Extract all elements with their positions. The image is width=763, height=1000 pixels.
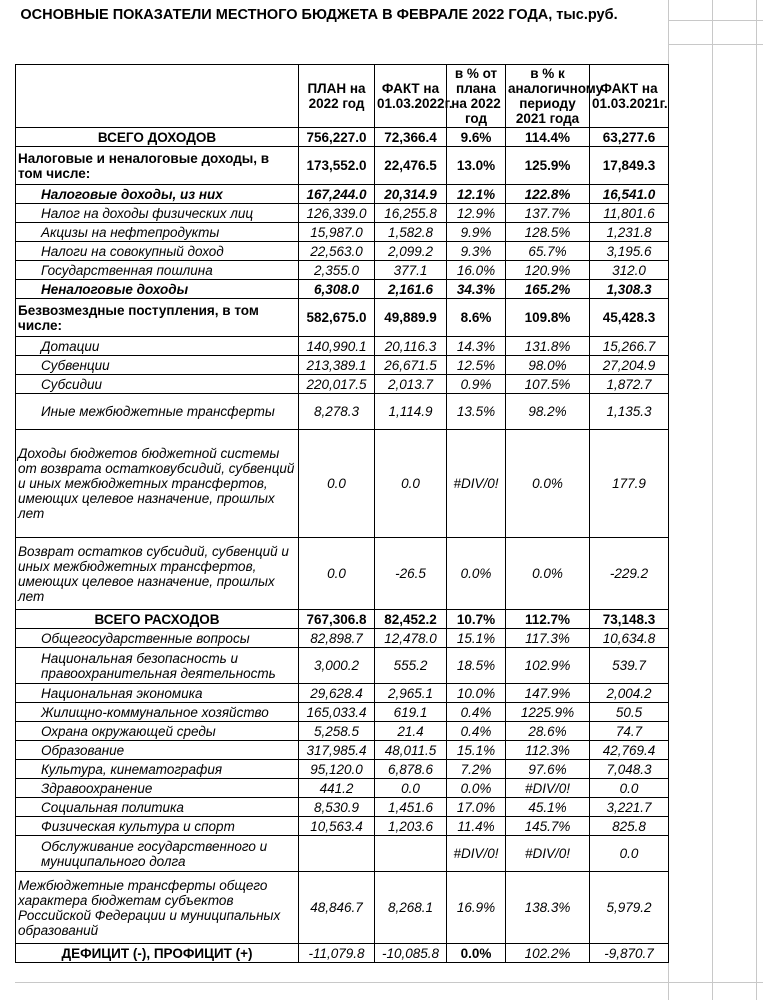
cell-pct-prev: 98.2%: [506, 394, 590, 430]
cell-plan: 165,033.4: [299, 703, 375, 722]
cell-pct-plan: 16.0%: [447, 261, 506, 280]
cell-fact-prev: 50.5: [590, 703, 669, 722]
cell-fact: 555.2: [375, 648, 447, 684]
cell-fact-prev: 17,849.3: [590, 147, 669, 185]
cell-plan: 15,987.0: [299, 223, 375, 242]
table-row: [16, 722, 669, 741]
table-header-row: [16, 65, 669, 128]
cell-fact-prev: 74.7: [590, 722, 669, 741]
table-row: [16, 147, 669, 185]
cell-pct-plan: 11.4%: [447, 817, 506, 836]
cell-pct-prev: 125.9%: [506, 147, 590, 185]
cell-fact: 2,161.6: [375, 280, 447, 299]
table-row: [16, 798, 669, 817]
cell-fact: 1,114.9: [375, 394, 447, 430]
cell-fact: 22,476.5: [375, 147, 447, 185]
cell-fact: -26.5: [375, 538, 447, 610]
cell-fact-prev: 45,428.3: [590, 299, 669, 337]
table-row: [16, 836, 669, 872]
cell-pct-prev: 147.9%: [506, 684, 590, 703]
cell-fact-prev: -9,870.7: [590, 944, 669, 963]
cell-plan: [299, 836, 375, 872]
cell-fact-prev: 73,148.3: [590, 610, 669, 629]
cell-plan: 10,563.4: [299, 817, 375, 836]
cell-plan: 8,530.9: [299, 798, 375, 817]
cell-fact-prev: 10,634.8: [590, 629, 669, 648]
cell-fact: 2,099.2: [375, 242, 447, 261]
cell-fact: 1,451.6: [375, 798, 447, 817]
cell-fact-prev: 0.0: [590, 779, 669, 798]
cell-pct-plan: #DIV/0!: [447, 836, 506, 872]
cell-fact-prev: 16,541.0: [590, 185, 669, 204]
table-row: [16, 741, 669, 760]
cell-fact: 48,011.5: [375, 741, 447, 760]
cell-pct-prev: 137.7%: [506, 204, 590, 223]
row-label: Иные межбюджетные трансферты: [16, 394, 299, 430]
cell-fact-prev: 1,872.7: [590, 375, 669, 394]
cell-fact: 20,314.9: [375, 185, 447, 204]
table-row: [16, 538, 669, 610]
table-row: [16, 375, 669, 394]
cell-pct-plan: 17.0%: [447, 798, 506, 817]
cell-fact: 8,268.1: [375, 872, 447, 944]
row-label: Физическая культура и спорт: [16, 817, 299, 836]
cell-fact-prev: -229.2: [590, 538, 669, 610]
cell-pct-prev: 112.7%: [506, 610, 590, 629]
header-cell-pct-plan: в % от плана на 2022 год: [447, 65, 506, 128]
row-label: ВСЕГО РАСХОДОВ: [16, 610, 299, 629]
cell-plan: 441.2: [299, 779, 375, 798]
table-row: [16, 684, 669, 703]
table-row: [16, 128, 669, 147]
grid-line: [756, 0, 757, 1000]
cell-pct-prev: 128.5%: [506, 223, 590, 242]
cell-fact-prev: 3,195.6: [590, 242, 669, 261]
header-cell-plan: ПЛАН на 2022 год: [299, 65, 375, 128]
cell-plan: 29,628.4: [299, 684, 375, 703]
cell-plan: 8,278.3: [299, 394, 375, 430]
cell-pct-plan: #DIV/0!: [447, 430, 506, 538]
cell-fact-prev: 27,204.9: [590, 356, 669, 375]
cell-plan: 126,339.0: [299, 204, 375, 223]
table-row: [16, 337, 669, 356]
cell-pct-prev: 122.8%: [506, 185, 590, 204]
table-row: [16, 629, 669, 648]
cell-pct-prev: 98.0%: [506, 356, 590, 375]
cell-plan: 582,675.0: [299, 299, 375, 337]
cell-fact-prev: 825.8: [590, 817, 669, 836]
cell-fact-prev: 3,221.7: [590, 798, 669, 817]
row-label: Налог на доходы физических лиц: [16, 204, 299, 223]
cell-fact: 1,203.6: [375, 817, 447, 836]
cell-fact-prev: 1,231.8: [590, 223, 669, 242]
cell-pct-plan: 16.9%: [447, 872, 506, 944]
cell-plan: 2,355.0: [299, 261, 375, 280]
cell-plan: 213,389.1: [299, 356, 375, 375]
table-row: [16, 648, 669, 684]
row-label: Субсидии: [16, 375, 299, 394]
cell-pct-plan: 18.5%: [447, 648, 506, 684]
table-row: [16, 817, 669, 836]
row-label: Образование: [16, 741, 299, 760]
cell-fact-prev: 15,266.7: [590, 337, 669, 356]
cell-fact: -10,085.8: [375, 944, 447, 963]
grid-line: [712, 0, 713, 1000]
cell-pct-plan: 8.6%: [447, 299, 506, 337]
table-row: [16, 299, 669, 337]
cell-plan: 95,120.0: [299, 760, 375, 779]
cell-pct-prev: 109.8%: [506, 299, 590, 337]
cell-fact: 21.4: [375, 722, 447, 741]
cell-pct-prev: 114.4%: [506, 128, 590, 147]
table-row: [16, 610, 669, 629]
row-label: Дотации: [16, 337, 299, 356]
row-label: Доходы бюджетов бюджетной системы от возврата остатковубсидий, субвенций и иных межбюджетных трансфертов, имеющих целевое назначение, прошлых лет: [16, 430, 299, 538]
row-label: Охрана окружающей среды: [16, 722, 299, 741]
table-row: [16, 944, 669, 963]
cell-fact-prev: 1,135.3: [590, 394, 669, 430]
cell-pct-plan: 7.2%: [447, 760, 506, 779]
cell-fact-prev: 2,004.2: [590, 684, 669, 703]
row-label: Культура, кинематография: [16, 760, 299, 779]
cell-fact-prev: 5,979.2: [590, 872, 669, 944]
cell-fact: 26,671.5: [375, 356, 447, 375]
table-row: [16, 394, 669, 430]
cell-fact-prev: 0.0: [590, 836, 669, 872]
cell-pct-prev: 28.6%: [506, 722, 590, 741]
cell-plan: 317,985.4: [299, 741, 375, 760]
cell-plan: 82,898.7: [299, 629, 375, 648]
grid-line: [668, 44, 763, 45]
cell-fact-prev: 42,769.4: [590, 741, 669, 760]
cell-pct-plan: 9.6%: [447, 128, 506, 147]
cell-plan: 0.0: [299, 538, 375, 610]
cell-pct-plan: 13.5%: [447, 394, 506, 430]
row-label: Субвенции: [16, 356, 299, 375]
cell-fact: [375, 836, 447, 872]
cell-pct-plan: 10.0%: [447, 684, 506, 703]
row-label: Обслуживание государственного и муниципального долга: [16, 836, 299, 872]
cell-fact: 20,116.3: [375, 337, 447, 356]
grid-line: [15, 982, 763, 983]
row-label: Государственная пошлина: [16, 261, 299, 280]
table-row: [16, 280, 669, 299]
row-label: Неналоговые доходы: [16, 280, 299, 299]
row-label: Акцизы на нефтепродукты: [16, 223, 299, 242]
cell-pct-prev: 97.6%: [506, 760, 590, 779]
cell-plan: 0.0: [299, 430, 375, 538]
table-row: [16, 223, 669, 242]
row-label: Национальная безопасность и правоохранительная деятельность: [16, 648, 299, 684]
cell-pct-plan: 14.3%: [447, 337, 506, 356]
cell-pct-plan: 0.0%: [447, 538, 506, 610]
cell-plan: 22,563.0: [299, 242, 375, 261]
row-label: ДЕФИЦИТ (-), ПРОФИЦИТ (+): [16, 944, 299, 963]
cell-fact: 0.0: [375, 779, 447, 798]
cell-fact: 619.1: [375, 703, 447, 722]
cell-fact-prev: 177.9: [590, 430, 669, 538]
cell-pct-prev: 145.7%: [506, 817, 590, 836]
cell-pct-plan: 12.9%: [447, 204, 506, 223]
cell-pct-prev: 131.8%: [506, 337, 590, 356]
cell-pct-prev: 65.7%: [506, 242, 590, 261]
cell-pct-plan: 13.0%: [447, 147, 506, 185]
row-label: Безвозмездные поступления, в том числе:: [16, 299, 299, 337]
table-row: [16, 185, 669, 204]
cell-pct-plan: 15.1%: [447, 741, 506, 760]
cell-pct-plan: 12.1%: [447, 185, 506, 204]
cell-pct-prev: 1225.9%: [506, 703, 590, 722]
cell-fact: 0.0: [375, 430, 447, 538]
table-row: [16, 356, 669, 375]
cell-plan: 173,552.0: [299, 147, 375, 185]
cell-pct-prev: 138.3%: [506, 872, 590, 944]
cell-pct-prev: 107.5%: [506, 375, 590, 394]
cell-plan: 3,000.2: [299, 648, 375, 684]
cell-pct-prev: 117.3%: [506, 629, 590, 648]
header-cell-label: [16, 65, 299, 128]
cell-fact-prev: 7,048.3: [590, 760, 669, 779]
cell-fact: 82,452.2: [375, 610, 447, 629]
page-title: ОСНОВНЫЕ ПОКАЗАТЕЛИ МЕСТНОГО БЮДЖЕТА В ФЕВРАЛЕ 2022 ГОДА, тыс.руб.: [20, 7, 618, 23]
cell-fact-prev: 312.0: [590, 261, 669, 280]
cell-fact: 72,366.4: [375, 128, 447, 147]
cell-plan: 167,244.0: [299, 185, 375, 204]
cell-fact: 6,878.6: [375, 760, 447, 779]
cell-pct-prev: 0.0%: [506, 430, 590, 538]
row-label: Социальная политика: [16, 798, 299, 817]
cell-pct-plan: 34.3%: [447, 280, 506, 299]
row-label: Национальная экономика: [16, 684, 299, 703]
cell-pct-plan: 0.9%: [447, 375, 506, 394]
cell-fact: 2,013.7: [375, 375, 447, 394]
row-label: Жилищно-коммунальное хозяйство: [16, 703, 299, 722]
cell-pct-plan: 9.3%: [447, 242, 506, 261]
cell-pct-prev: 165.2%: [506, 280, 590, 299]
cell-pct-prev: 112.3%: [506, 741, 590, 760]
grid-line: [668, 20, 763, 21]
row-label: Налоговые и неналоговые доходы, в том числе:: [16, 147, 299, 185]
cell-fact: 377.1: [375, 261, 447, 280]
row-label: Здравоохранение: [16, 779, 299, 798]
cell-pct-prev: 102.2%: [506, 944, 590, 963]
table-row: [16, 872, 669, 944]
cell-fact-prev: 11,801.6: [590, 204, 669, 223]
row-label: Возврат остатков субсидий, субвенций и иных межбюджетных трансфертов, имеющих целевое назначение, прошлых лет: [16, 538, 299, 610]
cell-plan: 6,308.0: [299, 280, 375, 299]
header-cell-fact-prev: ФАКТ на 01.03.2021г.: [590, 65, 669, 128]
cell-plan: 140,990.1: [299, 337, 375, 356]
cell-pct-plan: 0.4%: [447, 722, 506, 741]
row-label: ВСЕГО ДОХОДОВ: [16, 128, 299, 147]
cell-pct-prev: 102.9%: [506, 648, 590, 684]
cell-pct-prev: 120.9%: [506, 261, 590, 280]
cell-fact-prev: 63,277.6: [590, 128, 669, 147]
row-label: Налоговые доходы, из них: [16, 185, 299, 204]
cell-fact: 16,255.8: [375, 204, 447, 223]
row-label: Межбюджетные трансферты общего характера бюджетам субъектов Российской Федерации и муниципальных образований: [16, 872, 299, 944]
cell-plan: -11,079.8: [299, 944, 375, 963]
cell-plan: 756,227.0: [299, 128, 375, 147]
table-row: [16, 430, 669, 538]
cell-fact: 2,965.1: [375, 684, 447, 703]
cell-plan: 767,306.8: [299, 610, 375, 629]
table-row: [16, 242, 669, 261]
header-cell-pct-prev: в % к аналогичному периоду 2021 года: [506, 65, 590, 128]
cell-fact: 1,582.8: [375, 223, 447, 242]
table-row: [16, 703, 669, 722]
table-row: [16, 261, 669, 280]
table-row: [16, 779, 669, 798]
cell-pct-plan: 10.7%: [447, 610, 506, 629]
budget-table: [15, 64, 669, 963]
cell-fact-prev: 539.7: [590, 648, 669, 684]
cell-pct-prev: 0.0%: [506, 538, 590, 610]
header-cell-fact: ФАКТ на 01.03.2022г.: [375, 65, 447, 128]
cell-fact: 12,478.0: [375, 629, 447, 648]
cell-pct-plan: 0.0%: [447, 944, 506, 963]
cell-pct-plan: 0.0%: [447, 779, 506, 798]
cell-pct-plan: 0.4%: [447, 703, 506, 722]
cell-pct-prev: #DIV/0!: [506, 836, 590, 872]
cell-pct-prev: #DIV/0!: [506, 779, 590, 798]
row-label: Общегосударственные вопросы: [16, 629, 299, 648]
cell-plan: 48,846.7: [299, 872, 375, 944]
cell-pct-plan: 15.1%: [447, 629, 506, 648]
cell-pct-plan: 9.9%: [447, 223, 506, 242]
table-row: [16, 204, 669, 223]
cell-fact: 49,889.9: [375, 299, 447, 337]
cell-fact-prev: 1,308.3: [590, 280, 669, 299]
cell-pct-prev: 45.1%: [506, 798, 590, 817]
table-row: [16, 760, 669, 779]
cell-pct-plan: 12.5%: [447, 356, 506, 375]
cell-plan: 220,017.5: [299, 375, 375, 394]
row-label: Налоги на совокупный доход: [16, 242, 299, 261]
cell-plan: 5,258.5: [299, 722, 375, 741]
